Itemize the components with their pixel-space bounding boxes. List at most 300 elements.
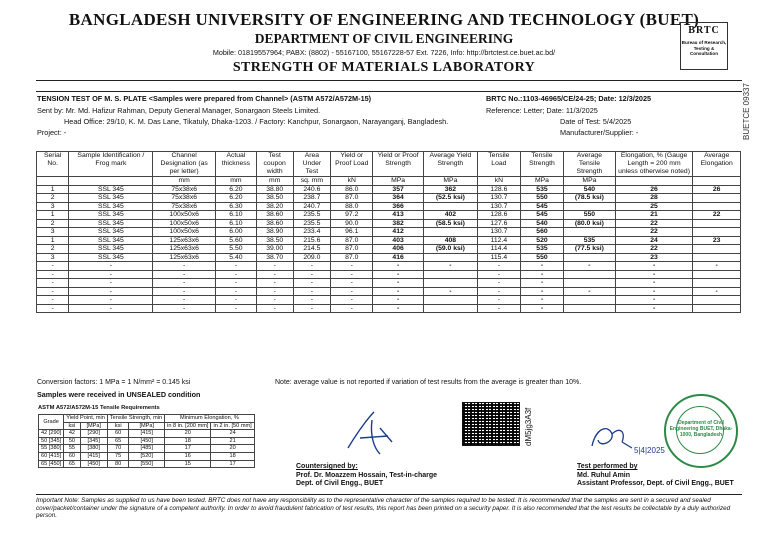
- table-cell: 357: [373, 185, 424, 194]
- table-cell: 235.5: [293, 211, 331, 220]
- table-cell: -: [256, 279, 293, 288]
- table-cell: 38.20: [256, 202, 293, 211]
- unit-cell: kN: [331, 177, 373, 186]
- grade-cell: 60: [64, 452, 80, 460]
- unit-cell: mm: [153, 177, 216, 186]
- table-cell: (77.5 ksi): [564, 245, 616, 254]
- table-cell: -: [215, 262, 256, 271]
- table-cell: -: [69, 296, 153, 305]
- table-cell: 25: [615, 202, 693, 211]
- table-cell: 23: [693, 236, 741, 245]
- table-cell: -: [373, 296, 424, 305]
- table-row: [37, 270, 741, 279]
- col-header: Sample Identification / Frog mark: [69, 152, 153, 177]
- table-cell: -: [615, 296, 693, 305]
- table-cell: 24: [615, 236, 693, 245]
- table-cell: -: [615, 279, 693, 288]
- table-cell: 39.00: [256, 245, 293, 254]
- unit-cell: sq. mm: [293, 177, 331, 186]
- grade-subhead: [MPa]: [129, 422, 165, 430]
- table-cell: 115.4: [477, 253, 520, 262]
- table-cell: 238.7: [293, 194, 331, 203]
- grade-cell: 55: [64, 445, 80, 453]
- grade-subhead: [MPa]: [80, 422, 107, 430]
- table-cell: 22: [693, 211, 741, 220]
- table-row: [37, 304, 741, 313]
- table-cell: -: [331, 279, 373, 288]
- table-cell: -: [520, 270, 563, 279]
- table-cell: 402: [423, 211, 477, 220]
- table-cell: 87.0: [331, 253, 373, 262]
- grade-cell: [415]: [129, 430, 165, 438]
- project: Project: -: [37, 128, 67, 137]
- table-cell: [693, 253, 741, 262]
- table-cell: [693, 296, 741, 305]
- table-cell: [423, 253, 477, 262]
- table-cell: -: [215, 296, 256, 305]
- table-cell: SSL 345: [69, 245, 153, 254]
- unit-cell: MPa: [423, 177, 477, 186]
- table-cell: 403: [373, 236, 424, 245]
- tensile-head: Tensile Strength, min: [107, 415, 164, 423]
- table-cell: SSL 345: [69, 211, 153, 220]
- grade-row: [39, 445, 255, 453]
- table-cell: -: [373, 287, 424, 296]
- table-cell: 22: [615, 228, 693, 237]
- table-cell: -: [331, 262, 373, 271]
- performer-name: Md. Ruhul Amin: [577, 471, 631, 479]
- table-cell: -: [564, 287, 616, 296]
- col-header: Channel Designation (as per letter): [153, 152, 216, 177]
- unit-cell: [69, 177, 153, 186]
- table-cell: 5.60: [215, 236, 256, 245]
- table-cell: (80.0 ksi): [564, 219, 616, 228]
- table-cell: -: [256, 262, 293, 271]
- table-cell: [693, 279, 741, 288]
- col-header: Average Yield Strength: [423, 152, 477, 177]
- table-cell: [564, 279, 616, 288]
- table-cell: 22: [615, 245, 693, 254]
- table-cell: 1: [37, 185, 69, 194]
- table-cell: 535: [520, 245, 563, 254]
- table-cell: -: [215, 279, 256, 288]
- table-cell: 87.0: [331, 194, 373, 203]
- table-cell: -: [69, 287, 153, 296]
- unit-cell: [693, 177, 741, 186]
- grade-cell: 65: [107, 437, 129, 445]
- grade-cell: 18: [211, 452, 254, 460]
- table-cell: 23: [615, 253, 693, 262]
- unit-cell: [615, 177, 693, 186]
- grade-cell: [345]: [80, 437, 107, 445]
- grade-cell: 20: [211, 445, 254, 453]
- table-cell: [564, 228, 616, 237]
- manufacturer: Manufacturer/Supplier: -: [560, 128, 639, 137]
- table-cell: 100x50x6: [153, 211, 216, 220]
- table-cell: -: [153, 262, 216, 271]
- qr-code: [462, 402, 520, 446]
- table-cell: 38.60: [256, 211, 293, 220]
- table-cell: 235.5: [293, 219, 331, 228]
- table-cell: 240.6: [293, 185, 331, 194]
- table-cell: 535: [520, 185, 563, 194]
- grade-cell: 60 [415]: [39, 452, 64, 460]
- table-cell: 38.60: [256, 219, 293, 228]
- table-cell: 550: [520, 194, 563, 203]
- table-cell: 97.2: [331, 211, 373, 220]
- unit-cell: mm: [256, 177, 293, 186]
- col-header: Tensile Strength: [520, 152, 563, 177]
- table-cell: 364: [373, 194, 424, 203]
- table-cell: -: [215, 287, 256, 296]
- table-cell: -: [423, 287, 477, 296]
- table-cell: -: [615, 304, 693, 313]
- col-header: Yield or Proof Load: [331, 152, 373, 177]
- sent-by: Sent by: Mr. Md. Hafizur Rahman, Deputy General Manager, Sonargaon Steels Limited.: [37, 106, 321, 115]
- table-cell: 5.40: [215, 253, 256, 262]
- table-cell: 412: [373, 228, 424, 237]
- countersign-name: Prof. Dr. Moazzem Hossain, Test-in-charge: [296, 471, 438, 479]
- table-cell: -: [520, 296, 563, 305]
- important-note: Important Note: Samples as supplied to us have been tested. BRTC does not have any responsibility as to the representative character of the samples required to be tested. It is recommended that the samples are sent in a secured and sealed cover/packet/container under the signature of a competent authority. In order to avoid fraudulent fabrication of test results, this report has been printed on a security paper. It is also recommended that the test results be collectable by a duly authorized person.: [36, 497, 731, 520]
- table-cell: -: [520, 279, 563, 288]
- table-cell: 6.20: [215, 185, 256, 194]
- table-cell: SSL 345: [69, 202, 153, 211]
- table-cell: -: [520, 287, 563, 296]
- yield-head: Yield Point, min: [64, 415, 108, 423]
- table-cell: (52.5 ksi): [423, 194, 477, 203]
- table-cell: -: [520, 262, 563, 271]
- grade-subhead: ksi: [107, 422, 129, 430]
- table-cell: 215.6: [293, 236, 331, 245]
- grade-cell: 70: [107, 445, 129, 453]
- table-cell: 125x63x6: [153, 245, 216, 254]
- col-header: Area Under Test: [293, 152, 331, 177]
- table-cell: -: [69, 279, 153, 288]
- table-cell: 130.7: [477, 202, 520, 211]
- grade-row: [39, 430, 255, 438]
- table-cell: 3: [37, 253, 69, 262]
- table-cell: -: [693, 287, 741, 296]
- document-id: BUETCE 09337: [742, 83, 751, 140]
- table-cell: 6.10: [215, 219, 256, 228]
- grade-subhead: in 8 in. [200 mm]: [165, 422, 211, 430]
- grade-cell: 55 [380]: [39, 445, 64, 453]
- table-cell: 90.0: [331, 219, 373, 228]
- table-cell: -: [477, 287, 520, 296]
- table-cell: 75x38x6: [153, 202, 216, 211]
- table-cell: [693, 202, 741, 211]
- table-cell: 130.7: [477, 194, 520, 203]
- table-cell: -: [293, 296, 331, 305]
- table-row: [37, 236, 741, 245]
- table-cell: 3: [37, 202, 69, 211]
- grade-cell: [485]: [129, 445, 165, 453]
- performed-date: 5|4|2025: [634, 446, 665, 455]
- test-results-table: [36, 151, 741, 313]
- performer-signature: [586, 418, 636, 458]
- table-cell: 87.0: [331, 245, 373, 254]
- table-cell: -: [520, 304, 563, 313]
- table-cell: -: [37, 296, 69, 305]
- date-of-test: Date of Test: 5/4/2025: [560, 117, 632, 126]
- brtc-number: BRTC No.:1103-46965/CE/24-25; Date: 12/3/2025: [486, 94, 652, 103]
- seal-text: Department of Civil Engineering BUET, Dhaka-1000, Bangladesh: [669, 420, 733, 438]
- table-cell: -: [331, 304, 373, 313]
- grade-cell: [550]: [129, 460, 165, 468]
- table-cell: 366: [373, 202, 424, 211]
- table-cell: -: [477, 296, 520, 305]
- table-cell: [693, 194, 741, 203]
- department-name: DEPARTMENT OF CIVIL ENGINEERING: [254, 31, 514, 46]
- table-cell: 550: [520, 253, 563, 262]
- contact-line: Mobile: 01819557964; PABX: (8802) - 55167100, 55167228-57 Ext. 7226, Info: http://brtctest.ce.buet.ac.bd/: [212, 48, 556, 57]
- table-cell: -: [373, 270, 424, 279]
- performer-title: Assistant Professor, Dept. of Civil Engg., BUET: [577, 480, 734, 487]
- grade-cell: 60: [107, 430, 129, 438]
- table-cell: 112.4: [477, 236, 520, 245]
- grade-cell: [290]: [80, 430, 107, 438]
- grade-cell: 42 [290]: [39, 430, 64, 438]
- table-cell: -: [477, 270, 520, 279]
- grade-cell: 75: [107, 452, 129, 460]
- department-seal: [664, 394, 738, 468]
- grade-cell: 17: [165, 445, 211, 453]
- col-header: Tensile Load: [477, 152, 520, 177]
- table-cell: -: [153, 279, 216, 288]
- conversion-factors: Conversion factors: 1 MPa = 1 N/mm² = 0.145 ksi: [37, 379, 191, 386]
- table-cell: [423, 279, 477, 288]
- table-cell: 545: [520, 211, 563, 220]
- unsealed-condition: Samples were received in UNSEALED condition: [37, 390, 201, 399]
- grade-cell: [520]: [129, 452, 165, 460]
- table-cell: SSL 345: [69, 253, 153, 262]
- table-cell: -: [423, 262, 477, 271]
- grade-cell: [450]: [80, 460, 107, 468]
- footer-divider: [36, 494, 742, 495]
- col-header: Actual thickness: [215, 152, 256, 177]
- grade-head: Grade: [39, 415, 64, 430]
- table-cell: 209.0: [293, 253, 331, 262]
- grade-cell: 65: [64, 460, 80, 468]
- table-row: [37, 228, 741, 237]
- table-cell: [423, 270, 477, 279]
- table-row: [37, 262, 741, 271]
- grade-subhead: ksi: [64, 422, 80, 430]
- table-cell: 26: [615, 185, 693, 194]
- performed-label: Test performed by: [577, 463, 638, 470]
- table-cell: -: [215, 270, 256, 279]
- table-cell: 22: [615, 219, 693, 228]
- table-cell: SSL 345: [69, 236, 153, 245]
- table-cell: [693, 270, 741, 279]
- col-header: Serial No.: [37, 152, 69, 177]
- table-cell: -: [615, 270, 693, 279]
- table-cell: -: [693, 262, 741, 271]
- countersign-dept: Dept. of Civil Engg., BUET: [296, 480, 384, 487]
- table-cell: 87.0: [331, 236, 373, 245]
- office-address: Head Office: 29/10, K. M. Das Lane, Tikatuly, Dhaka-1203. / Factory: Kanchpur, Sonargaon, Narayanganj, Bangladesh.: [64, 117, 449, 126]
- grade-subhead: in 2 in. [50 mm]: [211, 422, 254, 430]
- table-cell: 6.20: [215, 194, 256, 203]
- table-cell: (58.5 ksi): [423, 219, 477, 228]
- table-cell: SSL 345: [69, 185, 153, 194]
- elongation-head: Minimum Elongation, %: [165, 415, 255, 423]
- table-cell: 75x38x6: [153, 185, 216, 194]
- table-cell: -: [477, 262, 520, 271]
- table-row: [37, 202, 741, 211]
- table-cell: SSL 345: [69, 194, 153, 203]
- table-cell: -: [153, 270, 216, 279]
- table-cell: 2: [37, 245, 69, 254]
- table-cell: -: [153, 304, 216, 313]
- table-cell: -: [293, 270, 331, 279]
- table-row: [37, 245, 741, 254]
- table-cell: [693, 245, 741, 254]
- table-cell: [564, 304, 616, 313]
- grade-row: [39, 452, 255, 460]
- table-cell: [423, 304, 477, 313]
- grade-cell: 15: [165, 460, 211, 468]
- table-cell: 125x63x6: [153, 253, 216, 262]
- table-cell: 413: [373, 211, 424, 220]
- countersign-signature: [340, 408, 400, 458]
- table-cell: SSL 345: [69, 219, 153, 228]
- countersign-label: Countersigned by:: [296, 463, 358, 470]
- table-cell: (78.5 ksi): [564, 194, 616, 203]
- table-cell: -: [37, 270, 69, 279]
- grade-cell: 16: [165, 452, 211, 460]
- table-row: [37, 219, 741, 228]
- table-cell: 114.4: [477, 245, 520, 254]
- table-cell: 38.70: [256, 253, 293, 262]
- table-cell: -: [373, 304, 424, 313]
- grade-cell: 18: [165, 437, 211, 445]
- table-cell: -: [331, 296, 373, 305]
- unit-cell: mm: [215, 177, 256, 186]
- average-note: Note: average value is not reported if variation of test results from the average is greater than 10%.: [275, 379, 582, 386]
- table-cell: 408: [423, 236, 477, 245]
- table-cell: -: [331, 270, 373, 279]
- table-cell: 2: [37, 219, 69, 228]
- col-header: Elongation, % (Gauge Length = 200 mm unless otherwise noted): [615, 152, 693, 177]
- grade-row: [39, 437, 255, 445]
- table-cell: 3: [37, 228, 69, 237]
- table-cell: 127.6: [477, 219, 520, 228]
- grade-cell: 65 [450]: [39, 460, 64, 468]
- table-cell: 38.80: [256, 185, 293, 194]
- table-row: [37, 185, 741, 194]
- grade-cell: [450]: [129, 437, 165, 445]
- grade-cell: 42: [64, 430, 80, 438]
- table-cell: 128.6: [477, 185, 520, 194]
- table-cell: 1: [37, 236, 69, 245]
- grade-cell: 20: [165, 430, 211, 438]
- table-cell: -: [373, 262, 424, 271]
- grade-cell: 17: [211, 460, 254, 468]
- table-cell: [423, 228, 477, 237]
- col-header: Average Tensile Strength: [564, 152, 616, 177]
- table-cell: 38.50: [256, 236, 293, 245]
- table-row: [37, 279, 741, 288]
- table-cell: -: [564, 262, 616, 271]
- table-cell: [564, 270, 616, 279]
- table-cell: -: [256, 296, 293, 305]
- unit-cell: MPa: [564, 177, 616, 186]
- table-cell: -: [293, 262, 331, 271]
- table-cell: 100x50x6: [153, 219, 216, 228]
- table-cell: 6.30: [215, 202, 256, 211]
- table-cell: 550: [564, 211, 616, 220]
- table-cell: -: [37, 304, 69, 313]
- table-cell: -: [477, 279, 520, 288]
- col-header: Average Elongation: [693, 152, 741, 177]
- table-cell: -: [615, 287, 693, 296]
- unit-cell: MPa: [373, 177, 424, 186]
- table-cell: 128.6: [477, 211, 520, 220]
- table-cell: 6.10: [215, 211, 256, 220]
- col-header: Yield or Proof Strength: [373, 152, 424, 177]
- col-header: Test coupon width: [256, 152, 293, 177]
- table-cell: 75x38x6: [153, 194, 216, 203]
- table-cell: -: [331, 287, 373, 296]
- table-cell: 2: [37, 194, 69, 203]
- table-cell: 535: [564, 236, 616, 245]
- table-cell: 86.0: [331, 185, 373, 194]
- table-cell: 540: [520, 219, 563, 228]
- table-cell: 540: [564, 185, 616, 194]
- table-cell: -: [256, 304, 293, 313]
- grade-cell: 24: [211, 430, 254, 438]
- table-cell: 233.4: [293, 228, 331, 237]
- table-cell: 406: [373, 245, 424, 254]
- table-cell: -: [215, 304, 256, 313]
- test-title: TENSION TEST OF M. S. PLATE <Samples were prepared from Channel> (ASTM A572/A572M-15): [37, 94, 372, 103]
- table-cell: 240.7: [293, 202, 331, 211]
- table-cell: 28: [615, 194, 693, 203]
- grade-cell: 50 [345]: [39, 437, 64, 445]
- grade-cell: [415]: [80, 452, 107, 460]
- table-cell: [693, 304, 741, 313]
- table-cell: [564, 253, 616, 262]
- table-cell: 38.50: [256, 194, 293, 203]
- table-cell: [564, 296, 616, 305]
- brtc-logo: [680, 22, 728, 70]
- table-cell: (59.0 ksi): [423, 245, 477, 254]
- table-cell: -: [69, 270, 153, 279]
- lab-name: STRENGTH OF MATERIALS LABORATORY: [232, 60, 536, 75]
- table-row: [37, 296, 741, 305]
- table-cell: 1: [37, 211, 69, 220]
- table-cell: [693, 219, 741, 228]
- table-cell: 26: [693, 185, 741, 194]
- table-cell: 125x63x6: [153, 236, 216, 245]
- table-cell: 5.50: [215, 245, 256, 254]
- info-divider: [36, 91, 742, 92]
- table-cell: [423, 202, 477, 211]
- table-cell: -: [293, 287, 331, 296]
- grade-cell: 21: [211, 437, 254, 445]
- grade-cell: 80: [107, 460, 129, 468]
- table-cell: 214.5: [293, 245, 331, 254]
- table-row: [37, 253, 741, 262]
- table-cell: -: [293, 279, 331, 288]
- qr-code-text: dM5jg3A3f: [524, 407, 533, 446]
- grade-cell: 50: [64, 437, 80, 445]
- table-cell: 130.7: [477, 228, 520, 237]
- reference: Reference: Letter; Date: 11/3/2025: [486, 106, 598, 115]
- table-cell: 545: [520, 202, 563, 211]
